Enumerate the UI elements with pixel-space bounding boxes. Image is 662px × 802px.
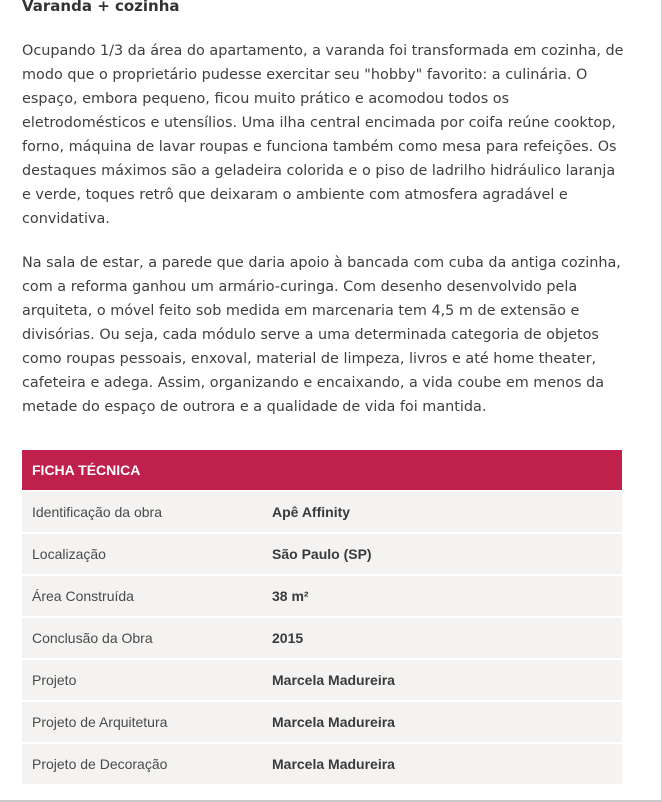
table-row	[22, 492, 622, 532]
article-paragraph-1: Ocupando 1/3 da área do apartamento, a varanda foi transformada em cozinha, de modo que o proprietário pudesse exercitar seu "hobby" favorito: a culinária. O espaço, embora pequeno, ficou muito prático e acomodou todos os eletrodomésticos e utensílios. Uma ilha central encimada por coifa reúne cooktop, forno, máquina de lavar roupas e funciona também como mesa para refeições. Os destaques máximos são a geladeira colorida e o piso de ladrilho hidráulico laranja e verde, toques retrô que deixaram o ambiente com atmosfera agradável e convidativa.	[22, 43, 624, 227]
section-title: Varanda + cozinha	[22, 0, 180, 15]
row-value: 2015	[272, 630, 304, 646]
row-label: Área Construída	[32, 588, 134, 604]
table-row	[22, 576, 622, 616]
table-row	[22, 618, 622, 658]
row-value: Apê Affinity	[272, 504, 351, 520]
row-value: Marcela Madureira	[272, 714, 395, 730]
row-value: Marcela Madureira	[272, 672, 395, 688]
table-row	[22, 702, 622, 742]
table-row	[22, 660, 622, 700]
row-label: Projeto de Arquitetura	[32, 714, 168, 730]
ficha-tecnica-header: FICHA TÉCNICA	[22, 450, 622, 490]
table-row	[22, 534, 622, 574]
row-label: Identificação da obra	[32, 504, 162, 520]
row-label: Conclusão da Obra	[32, 630, 153, 646]
row-value: São Paulo (SP)	[272, 546, 372, 562]
row-label: Projeto	[32, 672, 77, 688]
article-paragraph-2: Na sala de estar, a parede que daria apoio à bancada com cuba da antiga cozinha, com a reforma ganhou um armário-curinga. Com desenho desenvolvido pela arquiteta, o móvel feito sob medida em marcenaria tem 4,5 m de extensão e divisórias. Ou seja, cada módulo serve a uma determinada categoria de objetos como roupas pessoais, enxoval, material de limpeza, livros e até home theater, cafeteira e adega. Assim, organizando e encaixando, a vida coube em menos da metade do espaço de outrora e a qualidade de vida foi mantida.	[22, 255, 621, 415]
row-label: Localização	[32, 546, 106, 562]
table-row	[22, 744, 622, 784]
row-value: 38 m²	[272, 588, 309, 604]
ficha-tecnica-table	[22, 450, 622, 784]
row-value: Marcela Madureira	[272, 756, 395, 772]
row-label: Projeto de Decoração	[32, 756, 168, 772]
